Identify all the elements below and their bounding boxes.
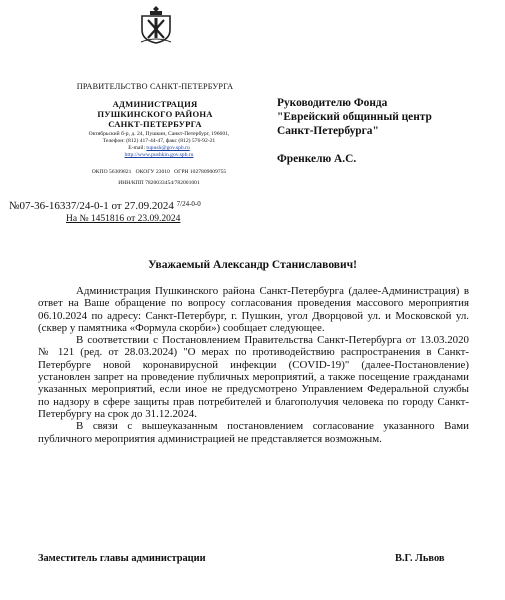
addressee-line1: Руководителю Фонда <box>277 97 388 109</box>
website-link[interactable]: http://www.pushkin.gov.spb.ru <box>124 152 194 158</box>
registration-suffix: 7/24-0-0 <box>176 200 201 208</box>
sender-phone: Телефон: (812) 417-44-47, факс (812) 576-92-21 <box>102 138 216 144</box>
sender-address: Октябрьский б-р, д. 24, Пушкин, Санкт-Петербург, 196601, <box>88 131 230 137</box>
government-name: ПРАВИТЕЛЬСТВО САНКТ-ПЕТЕРБУРГА <box>76 82 234 91</box>
okpo-code: ОКПО 56309821 <box>91 169 132 175</box>
sender-email-line <box>74 145 244 152</box>
ogrn-code: ОГРН 1027809009755 <box>174 169 227 175</box>
incoming-reference <box>66 214 180 224</box>
inn-code: ИНН/КПП 7820033454/782001001 <box>118 180 200 186</box>
administration-name-line1: АДМИНИСТРАЦИЯ <box>112 99 198 109</box>
letter-body <box>38 285 469 445</box>
signatory-name: В.Г. Львов <box>395 553 445 564</box>
paragraph-2: В соответствии с Постановлением Правительства Санкт-Петербурга от 13.03.2020 № 121 (ред. от 28.03.2024) "О мерах по противодействию распространения в Санкт-Петербурге новой коронавирусной инфекции (COVID-19)" (далее-Постановление) установлен запрет на проведение публичных мероприятий, а также посещение гражданами указанных мероприятий, если иное не предусмотрено Управлением Федеральной службы по надзору в сфере защиты прав потребителей и благополучия человека по городу Санкт-Петербургу на срок до 31.12.2024. <box>38 334 469 420</box>
greeting: Уважаемый Александр Станиславович! <box>148 259 357 271</box>
org-codes <box>74 169 244 175</box>
paragraph-3: В связи с вышеуказанным постановлением согласование указанного Вами публичного мероприятия администрацией не представляется возможным. <box>38 420 469 445</box>
outgoing-registration-number <box>9 200 201 212</box>
email-label: E-mail: <box>128 145 146 151</box>
coat-of-arms-emblem <box>139 4 173 44</box>
addressee-line2: "Еврейский общинный центр <box>277 111 432 123</box>
addressee-name: Френкелю А.С. <box>277 153 357 165</box>
signatory-position: Заместитель главы администрации <box>38 553 206 564</box>
okogu-code: ОКОГУ 23010 <box>135 169 170 175</box>
email-link[interactable]: tupush@gov.spb.ru <box>146 145 190 151</box>
addressee-line3: Санкт-Петербурга" <box>277 125 379 137</box>
administration-name-line2: ПУШКИНСКОГО РАЙОНА <box>97 109 213 119</box>
paragraph-1: Администрация Пушкинского района Санкт-Петербурга (далее-Администрация) в ответ на Ваше обращение по вопросу согласования проведения массового мероприятия 06.10.2024 по адресу: Санкт-Петербург, г. Пушкин, угол Дворцовой ул. и Московской ул. (сквер у памятника «Формула скорби») сообщает следующее. <box>38 285 469 334</box>
incoming-reference-text: На № 1451816 от 23.09.2024 <box>66 214 181 224</box>
registration-number-text: №07-36-16337/24-0-1 от 27.09.2024 <box>9 200 174 212</box>
administration-name-line3: САНКТ-ПЕТЕРБУРГА <box>108 119 202 129</box>
sender-website-line <box>74 152 244 159</box>
